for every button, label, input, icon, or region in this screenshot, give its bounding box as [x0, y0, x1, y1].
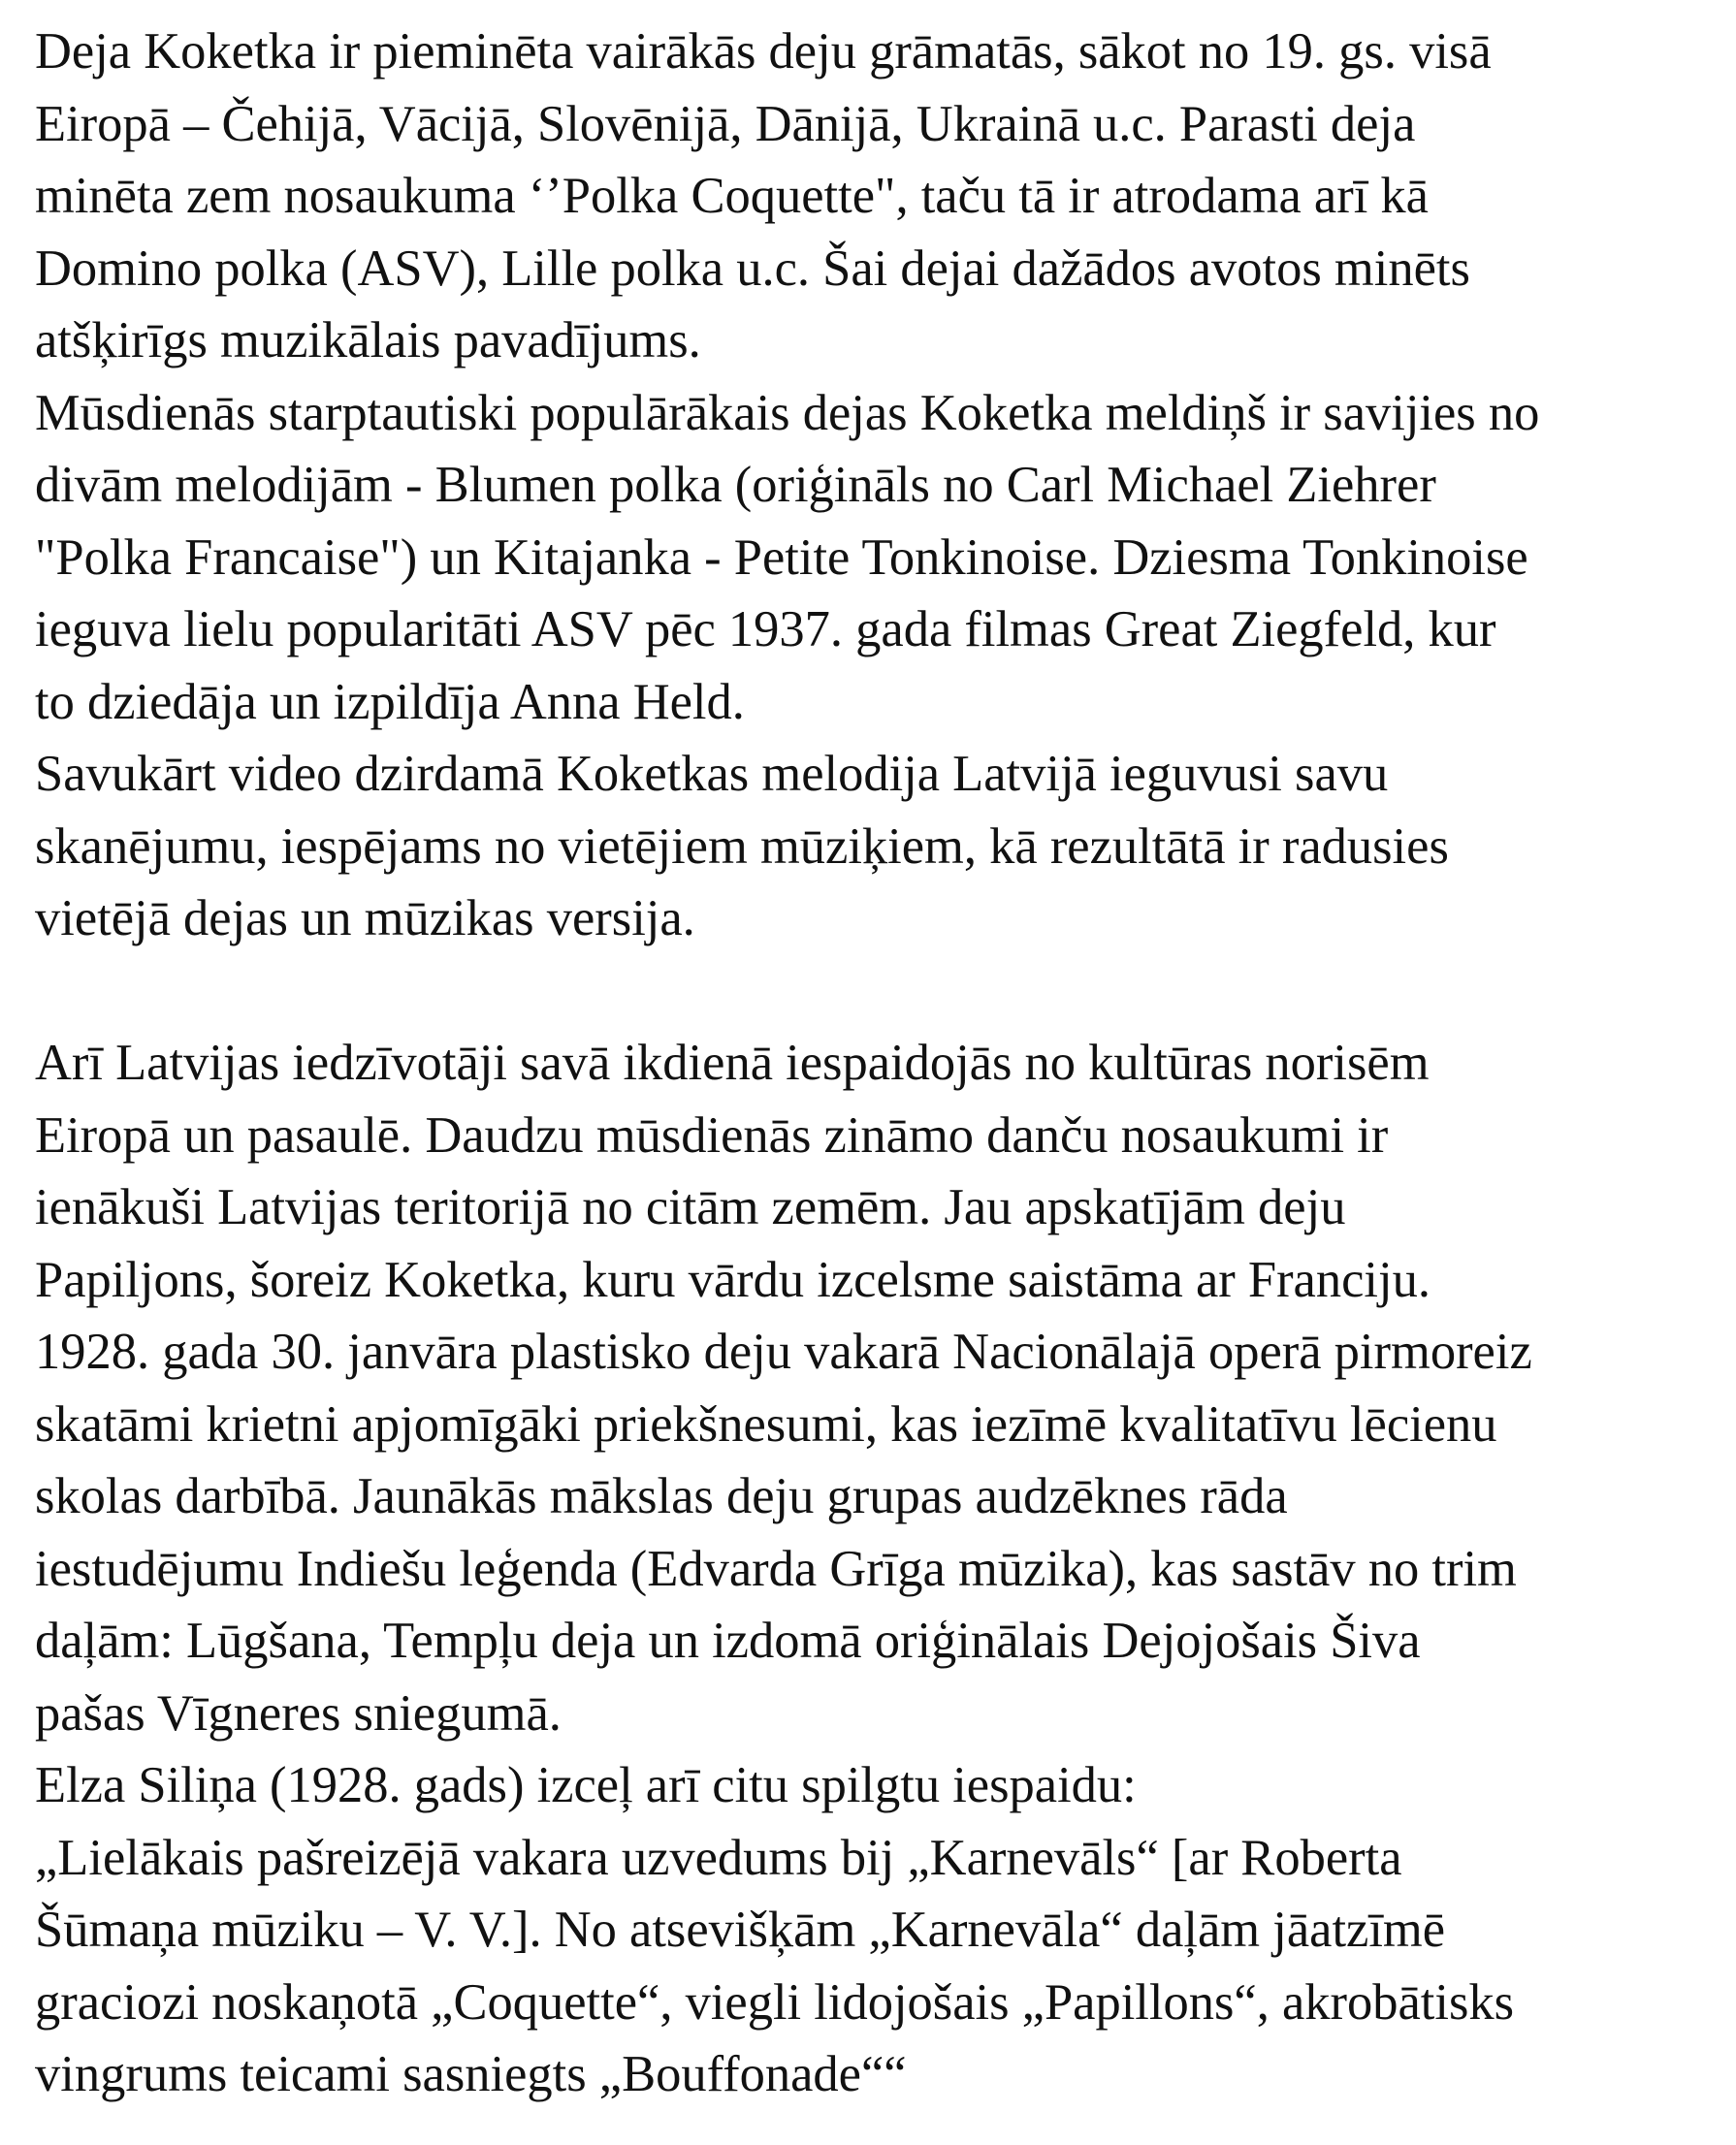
paragraph-spacer [35, 955, 1713, 1028]
text-line: atšķirīgs muzikālais pavadījums. [35, 312, 701, 368]
text-line: iestudējumu Indiešu leģenda (Edvarda Grīga mūzika), kas sastāv no trim [35, 1540, 1517, 1597]
text-line: Papiljons, šoreiz Koketka, kuru vārdu izcelsme saistāma ar Franciju. [35, 1251, 1431, 1308]
text-line: Šūmaņa mūziku – V. V.]. No atsevišķām „Karnevāla“ daļām jāatzīmē [35, 1902, 1446, 1958]
text-line: to dziedāja un izpildīja Anna Held. [35, 673, 745, 730]
paragraph-koketka-origins [35, 16, 1713, 377]
text-line: pašas Vīgneres sniegumā. [35, 1684, 562, 1742]
text-line: Mūsdienās starptautiski populārākais dejas Koketka meldiņš ir savijies no [35, 384, 1540, 441]
text-line: skatāmi krietni apjomīgāki priekšnesumi, kas iezīmē kvalitatīvu lēcienu [35, 1395, 1497, 1453]
text-line: Eiropā – Čehijā, Vācijā, Slovēnijā, Dānijā, Ukrainā u.c. Parasti deja [35, 95, 1416, 152]
text-line: ienākuši Latvijas teritorijā no citām zemēm. Jau apskatījām deju [35, 1179, 1346, 1235]
text-line: 1928. gada 30. janvāra plastisko deju vakarā Nacionālajā operā pirmoreiz [35, 1324, 1532, 1380]
text-line: "Polka Francaise") un Kitajanka - Petite Tonkinoise. Dziesma Tonkinoise [35, 528, 1528, 586]
text-line: skolas darbībā. Jaunākās mākslas deju grupas audzēknes rāda [35, 1468, 1288, 1524]
paragraph-cultural-influence [35, 1027, 1713, 1749]
text-line: minēta zem nosaukuma ‘’Polka Coquette", taču tā ir atrodama arī kā [35, 168, 1429, 224]
paragraph-elza-silina-quote [35, 1749, 1713, 2111]
paragraph-latvian-version [35, 738, 1713, 955]
text-line: Eiropā un pasaulē. Daudzu mūsdienās zināmo danču nosaukumi ir [35, 1106, 1389, 1164]
document-page [35, 16, 1713, 2111]
paragraph-melody [35, 377, 1713, 739]
text-line: ieguva lielu popularitāti ASV pēc 1937. gada filmas Great Ziegfeld, kur [35, 601, 1496, 657]
text-line: daļām: Lūgšana, Tempļu deja un izdomā oriģinālais Dejojošais Šiva [35, 1613, 1421, 1669]
text-line: graciozi noskaņotā „Coquette“, viegli lidojošais „Papillons“, akrobātisks [35, 1973, 1515, 2031]
text-line: Deja Koketka ir pieminēta vairākās deju grāmatās, sākot no 19. gs. visā [35, 23, 1492, 80]
text-line: Elza Siliņa (1928. gads) izceļ arī citu spilgtu iespaidu: [35, 1757, 1137, 1813]
text-line: „Lielākais pašreizējā vakara uzvedums bij „Karnevāls“ [ar Roberta [35, 1829, 1402, 1886]
text-line: vietējā dejas un mūzikas versija. [35, 890, 695, 946]
text-line: vingrums teicami sasniegts „Bouffonade““ [35, 2046, 907, 2102]
text-line: Domino polka (ASV), Lille polka u.c. Šai dejai dažādos avotos minēts [35, 240, 1470, 297]
text-line: Arī Latvijas iedzīvotāji savā ikdienā iespaidojās no kultūras norisēm [35, 1035, 1430, 1091]
text-line: divām melodijām - Blumen polka (oriģināls no Carl Michael Ziehrer [35, 457, 1436, 513]
text-line: Savukārt video dzirdamā Koketkas melodija Latvijā ieguvusi savu [35, 746, 1389, 802]
text-line: skanējumu, iespējams no vietējiem mūziķiem, kā rezultātā ir radusies [35, 817, 1449, 875]
